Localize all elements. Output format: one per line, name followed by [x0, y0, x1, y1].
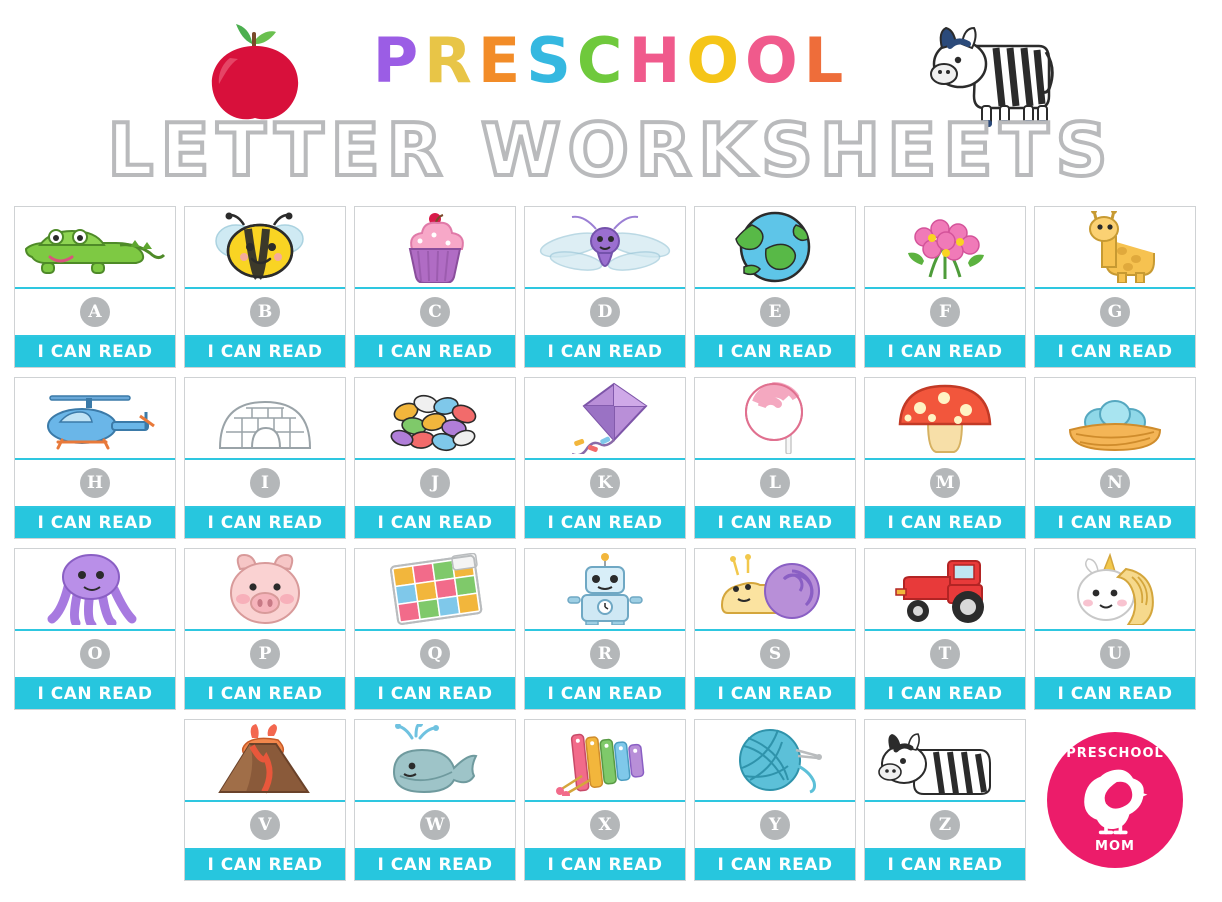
letter-card-c[interactable] — [354, 206, 516, 368]
kite-icon — [525, 378, 685, 460]
preschool-mom-logo[interactable] — [1034, 719, 1196, 881]
snail-icon — [695, 549, 855, 631]
letter-circle: T — [930, 639, 960, 669]
letter-display — [15, 460, 175, 508]
letter-card-h[interactable] — [14, 377, 176, 539]
letter-circle: F — [930, 297, 960, 327]
letter-circle: A — [80, 297, 110, 327]
nest-icon — [1035, 378, 1195, 460]
letter-display — [695, 289, 855, 337]
cupcake-icon — [355, 207, 515, 289]
letter-circle: P — [250, 639, 280, 669]
letter-card-g[interactable] — [1034, 206, 1196, 368]
letter-card-v[interactable] — [184, 719, 346, 881]
letter-circle: S — [760, 639, 790, 669]
letter-circle: Q — [420, 639, 450, 669]
i-can-read-banner[interactable]: I CAN READ — [865, 679, 1025, 709]
bird-icon — [1070, 755, 1160, 845]
i-can-read-banner[interactable]: I CAN READ — [185, 679, 345, 709]
letter-circle: N — [1100, 468, 1130, 498]
letter-circle: X — [590, 810, 620, 840]
yarn-icon — [695, 720, 855, 802]
letter-card-r[interactable] — [524, 548, 686, 710]
helicopter-icon — [15, 378, 175, 460]
i-can-read-banner[interactable]: I CAN READ — [695, 679, 855, 709]
octopus-icon — [15, 549, 175, 631]
i-can-read-banner[interactable]: I CAN READ — [525, 337, 685, 367]
i-can-read-banner[interactable]: I CAN READ — [355, 850, 515, 880]
volcano-icon — [185, 720, 345, 802]
i-can-read-banner[interactable]: I CAN READ — [355, 508, 515, 538]
i-can-read-banner[interactable]: I CAN READ — [15, 508, 175, 538]
letter-card-q[interactable] — [354, 548, 516, 710]
letter-display — [15, 631, 175, 679]
i-can-read-banner[interactable]: I CAN READ — [185, 337, 345, 367]
giraffe-icon — [1035, 207, 1195, 289]
letter-display — [695, 802, 855, 850]
i-can-read-banner[interactable]: I CAN READ — [695, 337, 855, 367]
title-letter: S — [526, 24, 577, 97]
letter-circle: R — [590, 639, 620, 669]
title-letter: O — [745, 24, 804, 97]
jellybeans-icon — [355, 378, 515, 460]
badge-circle — [1047, 732, 1183, 868]
letter-card-b[interactable] — [184, 206, 346, 368]
letter-display — [525, 289, 685, 337]
letter-circle: J — [420, 468, 450, 498]
quilt-icon — [355, 549, 515, 631]
letter-display — [695, 631, 855, 679]
letter-card-m[interactable] — [864, 377, 1026, 539]
i-can-read-banner[interactable]: I CAN READ — [525, 679, 685, 709]
i-can-read-banner[interactable]: I CAN READ — [1035, 679, 1195, 709]
i-can-read-banner[interactable]: I CAN READ — [15, 337, 175, 367]
letter-card-w[interactable] — [354, 719, 516, 881]
letter-display — [185, 289, 345, 337]
title-letter: C — [576, 24, 629, 97]
xylophone-icon — [525, 720, 685, 802]
letter-display — [525, 802, 685, 850]
letter-card-a[interactable] — [14, 206, 176, 368]
letter-circle: U — [1100, 639, 1130, 669]
letter-display — [355, 802, 515, 850]
letter-circle: M — [930, 468, 960, 498]
letter-circle: C — [420, 297, 450, 327]
i-can-read-banner[interactable]: I CAN READ — [865, 850, 1025, 880]
letter-card-t[interactable] — [864, 548, 1026, 710]
earth-icon — [695, 207, 855, 289]
letter-card-s[interactable] — [694, 548, 856, 710]
bee-icon — [185, 207, 345, 289]
letter-circle: O — [80, 639, 110, 669]
letter-display — [865, 631, 1025, 679]
card-row — [14, 719, 1210, 881]
letter-card-n[interactable] — [1034, 377, 1196, 539]
letter-card-i[interactable] — [184, 377, 346, 539]
letter-circle: W — [420, 810, 450, 840]
letter-card-d[interactable] — [524, 206, 686, 368]
title-letter: P — [372, 24, 425, 97]
letter-display — [865, 802, 1025, 850]
letter-display — [185, 631, 345, 679]
letter-card-x[interactable] — [524, 719, 686, 881]
letter-display — [865, 460, 1025, 508]
letter-display — [1035, 289, 1195, 337]
tractor-icon — [865, 549, 1025, 631]
i-can-read-banner[interactable]: I CAN READ — [525, 508, 685, 538]
title-letter: R — [424, 24, 478, 97]
i-can-read-banner[interactable]: I CAN READ — [185, 850, 345, 880]
card-row — [14, 377, 1210, 539]
letter-card-e[interactable] — [694, 206, 856, 368]
lollipop-icon — [695, 378, 855, 460]
i-can-read-banner[interactable]: I CAN READ — [355, 337, 515, 367]
title-letter: H — [628, 24, 687, 97]
i-can-read-banner[interactable]: I CAN READ — [695, 508, 855, 538]
letter-card-o[interactable] — [14, 548, 176, 710]
letter-card-z[interactable] — [864, 719, 1026, 881]
letter-display — [15, 289, 175, 337]
letter-circle: G — [1100, 297, 1130, 327]
i-can-read-banner[interactable]: I CAN READ — [525, 850, 685, 880]
letter-circle: D — [590, 297, 620, 327]
i-can-read-banner[interactable]: I CAN READ — [355, 679, 515, 709]
i-can-read-banner[interactable]: I CAN READ — [865, 508, 1025, 538]
title-letter: E — [477, 24, 527, 97]
letter-circle: B — [250, 297, 280, 327]
unicorn-icon — [1035, 549, 1195, 631]
letter-card-k[interactable] — [524, 377, 686, 539]
title-letter: L — [803, 24, 850, 97]
i-can-read-banner[interactable]: I CAN READ — [15, 679, 175, 709]
letter-display — [355, 631, 515, 679]
dragonfly-icon — [525, 207, 685, 289]
letter-display — [185, 802, 345, 850]
card-row — [14, 548, 1210, 710]
i-can-read-banner[interactable]: I CAN READ — [185, 508, 345, 538]
letter-circle: L — [760, 468, 790, 498]
letter-display — [1035, 631, 1195, 679]
alligator-icon — [15, 207, 175, 289]
pig-icon — [185, 549, 345, 631]
letter-circle: I — [250, 468, 280, 498]
letter-display — [525, 460, 685, 508]
letter-card-f[interactable] — [864, 206, 1026, 368]
whale-icon — [355, 720, 515, 802]
page-subtitle: LETTER WORKSHEETS — [107, 108, 1115, 192]
mushroom-icon — [865, 378, 1025, 460]
zebra-icon — [865, 720, 1025, 802]
i-can-read-banner[interactable]: I CAN READ — [695, 850, 855, 880]
letter-circle: H — [80, 468, 110, 498]
igloo-icon — [185, 378, 345, 460]
letter-display — [865, 289, 1025, 337]
card-row — [14, 206, 1210, 368]
i-can-read-banner[interactable]: I CAN READ — [1035, 337, 1195, 367]
letter-card-j[interactable] — [354, 377, 516, 539]
i-can-read-banner[interactable]: I CAN READ — [865, 337, 1025, 367]
letter-display — [1035, 460, 1195, 508]
title-letter: O — [686, 24, 746, 97]
logo-text-bottom: MOM — [1095, 839, 1135, 854]
flowers-icon — [865, 207, 1025, 289]
letter-display — [695, 460, 855, 508]
letter-display — [355, 460, 515, 508]
letter-circle: Z — [930, 810, 960, 840]
letter-circle: K — [590, 468, 620, 498]
row-spacer — [14, 719, 176, 881]
letter-circle: V — [250, 810, 280, 840]
letter-card-u[interactable] — [1034, 548, 1196, 710]
page-header — [0, 0, 1222, 196]
letter-display — [185, 460, 345, 508]
letter-display — [525, 631, 685, 679]
worksheet-grid — [14, 206, 1210, 881]
letter-circle: Y — [760, 810, 790, 840]
letter-card-l[interactable] — [694, 377, 856, 539]
letter-card-p[interactable] — [184, 548, 346, 710]
letter-circle: E — [760, 297, 790, 327]
letter-display — [355, 289, 515, 337]
logo-text-top: PRESCHOOL — [1066, 746, 1164, 761]
i-can-read-banner[interactable]: I CAN READ — [1035, 508, 1195, 538]
letter-card-y[interactable] — [694, 719, 856, 881]
robot-icon — [525, 549, 685, 631]
